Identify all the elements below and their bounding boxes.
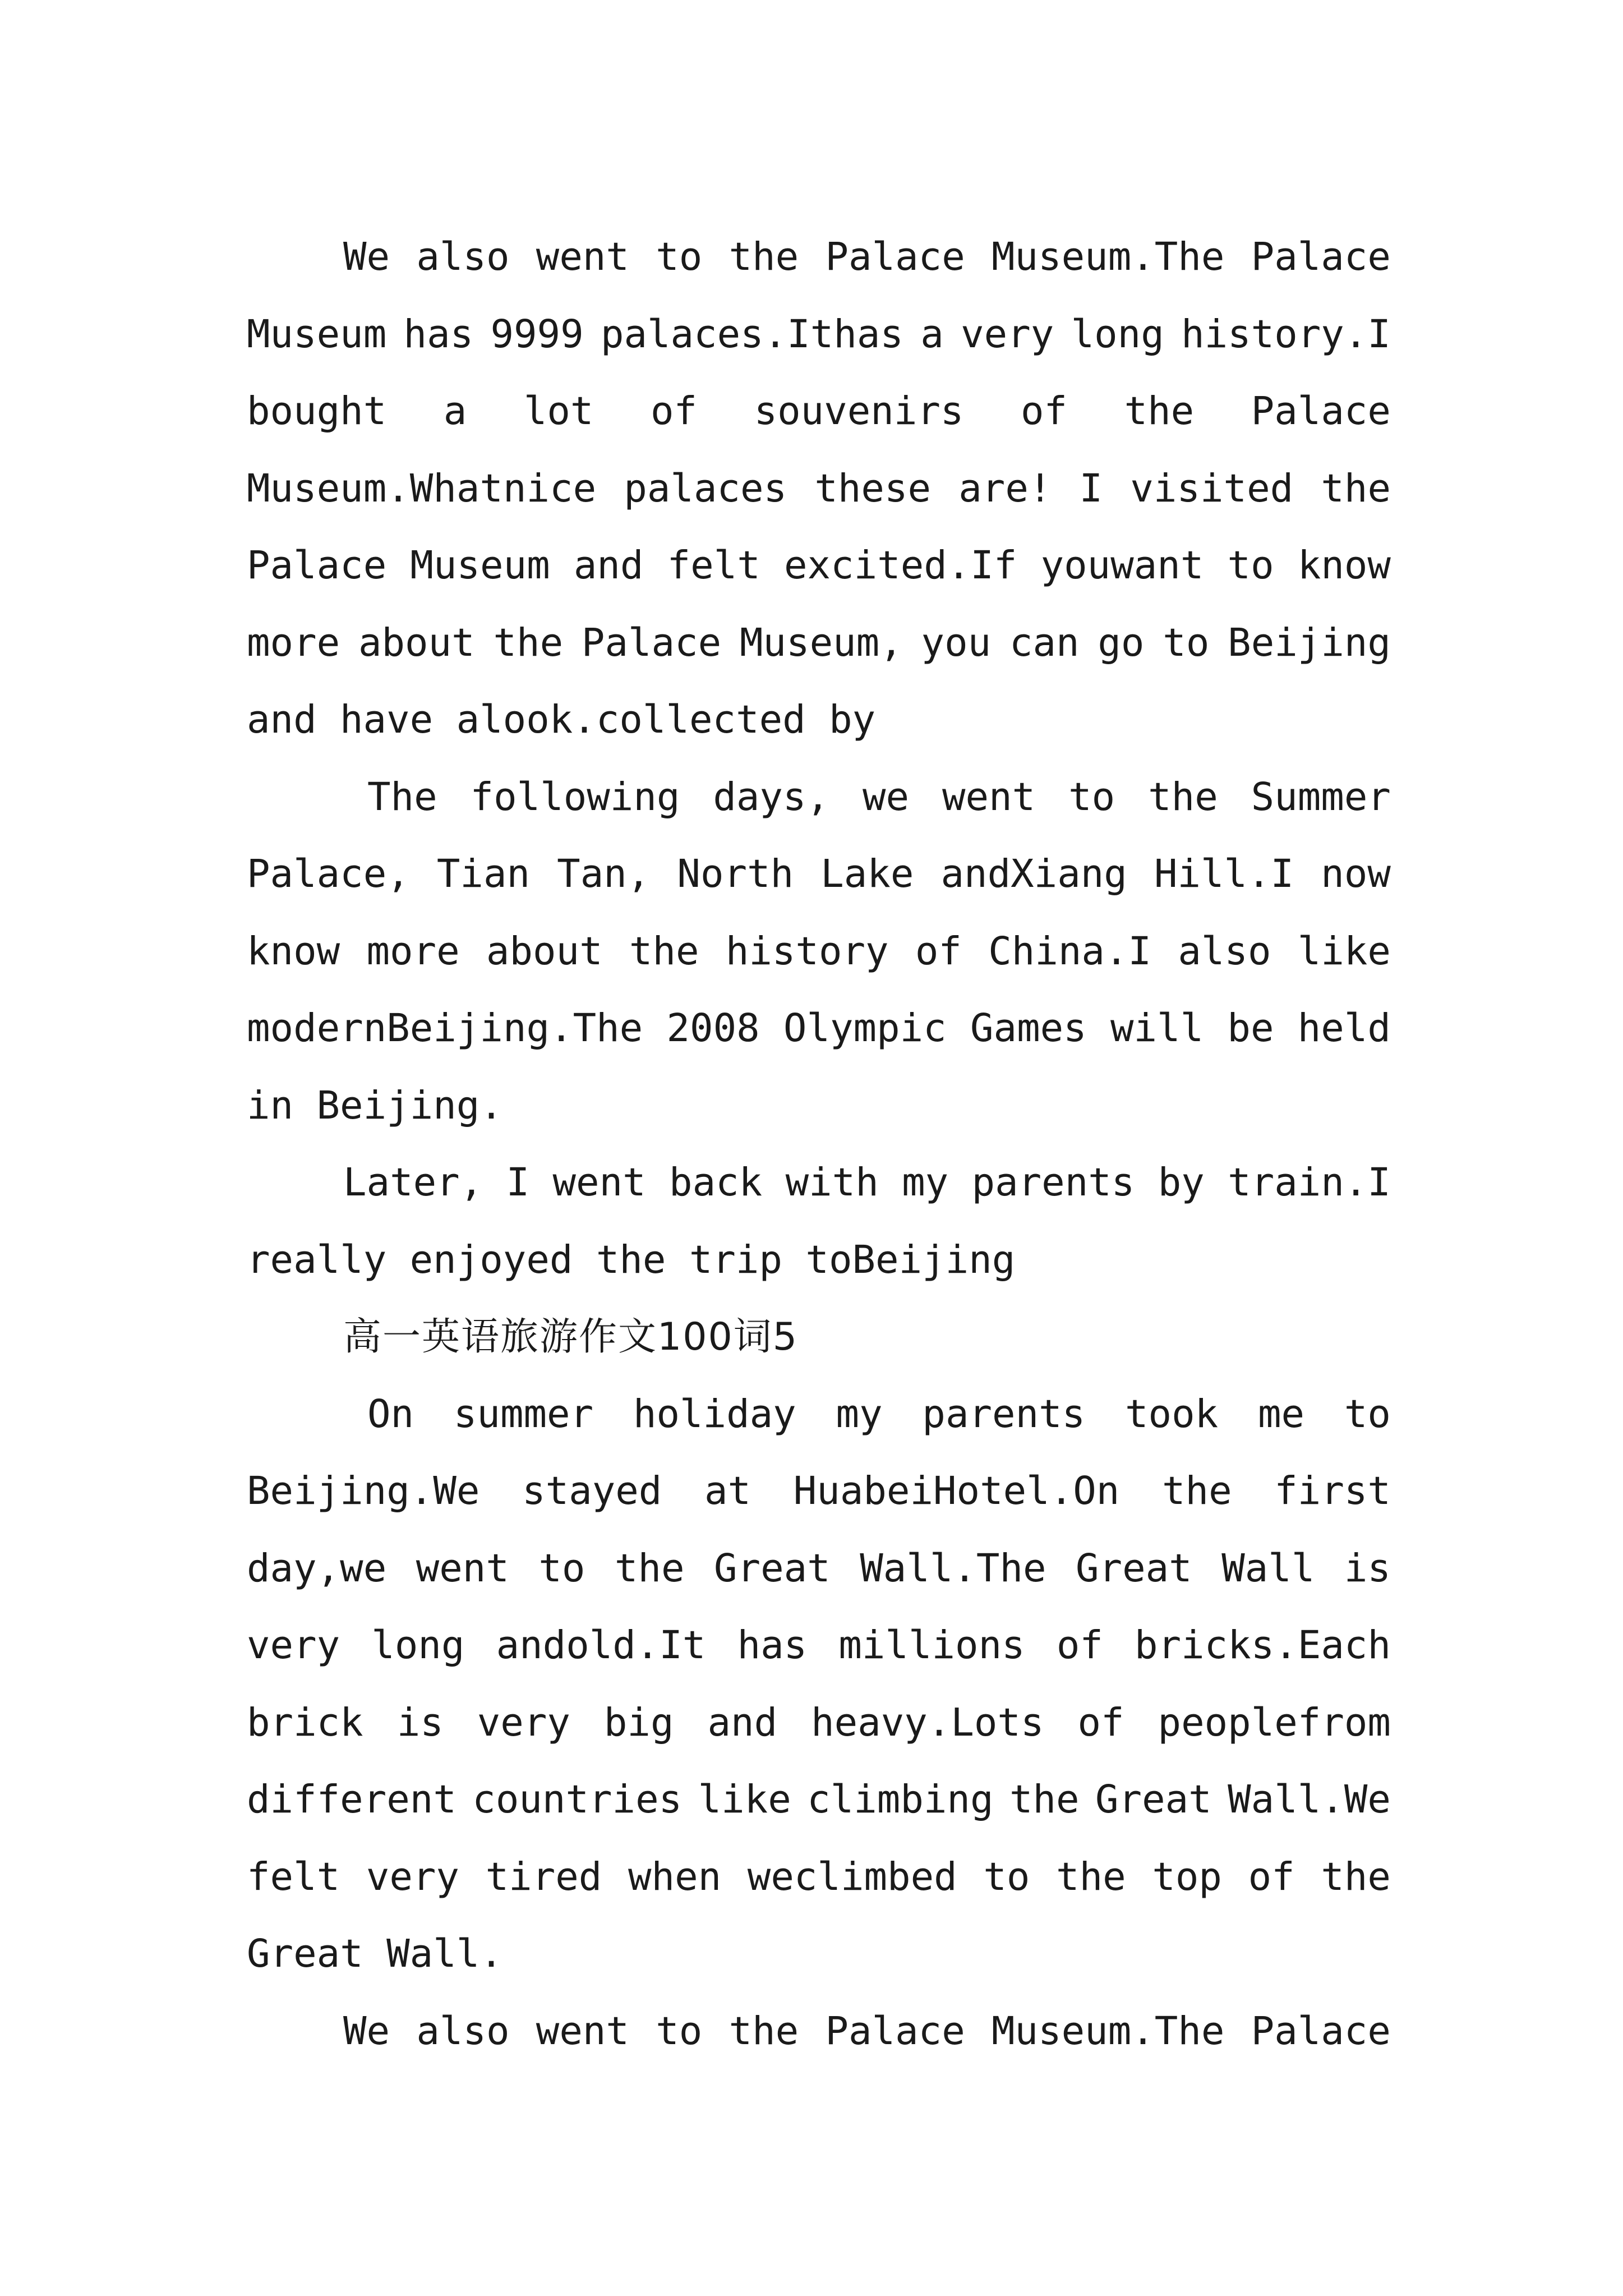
text-line: more about the Palace Museum, you can go to Beijing [247, 620, 1391, 665]
text-line: day,we went to the Great Wall.The Great Wall is [247, 1545, 1391, 1591]
text-line: very long andold.It has millions of bricks.Each [247, 1623, 1391, 1668]
text-line: really enjoyed the trip toBeijing [247, 1237, 1016, 1282]
paragraph [247, 219, 1391, 759]
text-line: On summer holiday my parents took me to [367, 1391, 1391, 1437]
text-line: The following days, we went to the Summer [367, 774, 1391, 820]
heading-line: 高一英语旅游作文100词5 [343, 1315, 799, 1359]
paragraph [247, 1993, 1391, 2070]
text-line: modernBeijing.The 2008 Olympic Games will be held [247, 1006, 1391, 1051]
text-line: felt very tired when weclimbed to the top of the [247, 1854, 1391, 1899]
text-line: Later, I went back with my parents by train.I [343, 1160, 1391, 1205]
text-line: Museum.Whatnice palaces these are! I visited the [247, 466, 1391, 511]
text-line: Museum has 9999 palaces.Ithas a very long history.I [247, 311, 1391, 357]
paragraph [247, 759, 1391, 1145]
text-line: bought a lot of souvenirs of the Palace [247, 389, 1391, 434]
section-heading [247, 1299, 1391, 1376]
text-line: brick is very big and heavy.Lots of peoplefrom [247, 1700, 1391, 1745]
document-page [247, 219, 1391, 2070]
text-line: Beijing.We stayed at HuabeiHotel.On the first [247, 1469, 1391, 1513]
text-line: different countries like climbing the Great Wall.We [247, 1777, 1391, 1822]
text-line: Palace, Tian Tan, North Lake andXiang Hill.I now [247, 852, 1391, 896]
paragraph [247, 1144, 1391, 1299]
text-line: Great Wall. [247, 1931, 503, 1976]
text-line: and have alook.collected by [247, 697, 876, 742]
text-line: We also went to the Palace Museum.The Palace [343, 234, 1391, 279]
paragraph [247, 1376, 1391, 1993]
text-line: in Beijing. [247, 1083, 503, 1128]
text-line: know more about the history of China.I also like [247, 928, 1391, 974]
text-line: We also went to the Palace Museum.The Palace [343, 2008, 1391, 2054]
text-line: Palace Museum and felt excited.If youwant to know [247, 543, 1391, 588]
